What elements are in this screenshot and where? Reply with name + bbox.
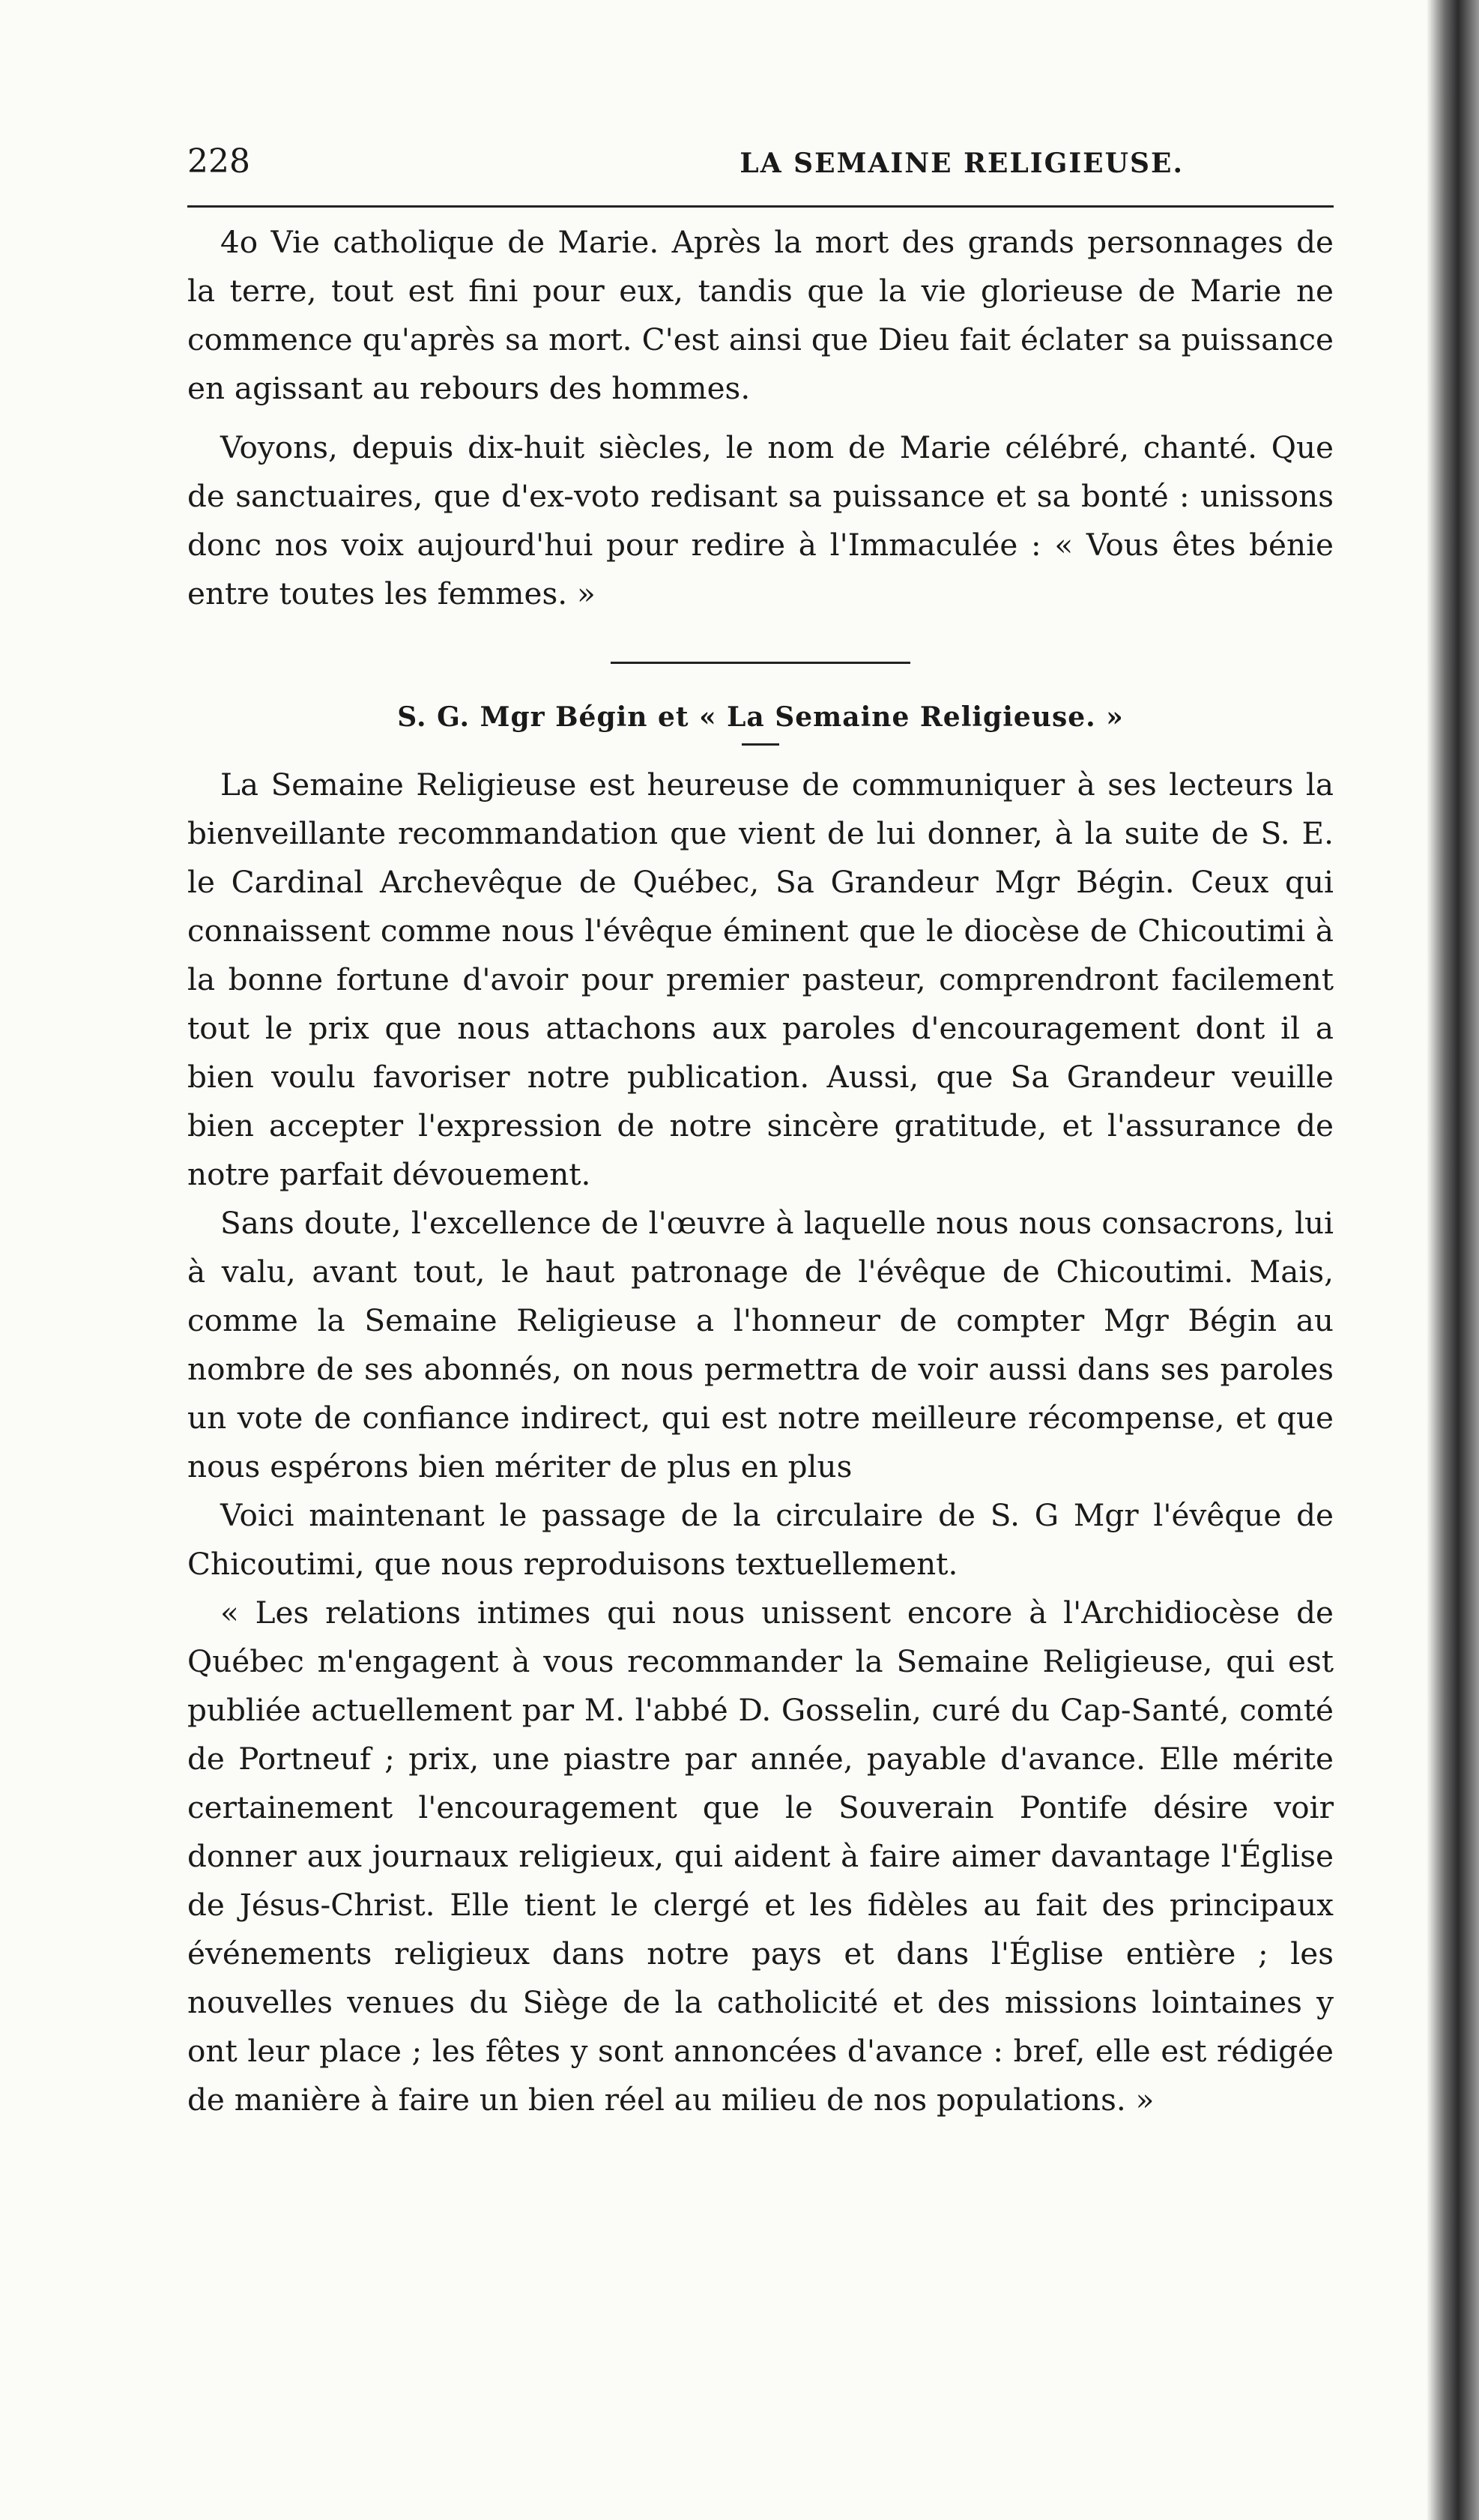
title-underline (742, 743, 779, 746)
page-number: 228 (187, 142, 250, 181)
paragraph: La Semaine Religieuse est heureuse de communiquer à ses lecteurs la bienveillante recommandation que vient de lui donner, à la suite de S. E. le Cardinal Archevêque de Québec, Sa Grandeur Mgr Bégin. Ceux qui connaissent comme nous l'évêque éminent que le diocèse de Chicoutimi à la bonne fortune d'avoir pour premier pasteur, comprendront facilement tout le prix que nous attachons aux paroles d'encouragement dont il a bien voulu favoriser notre publication. Aussi, que Sa Grandeur veuille bien accepter l'expression de notre sincère gratitude, et l'assurance de notre parfait dévouement. (187, 767, 1334, 1192)
book-spine-shadow (1427, 0, 1479, 2520)
quoted-circular: « Les relations intimes qui nous unissent encore à l'Archidiocèse de Québec m'engagent à vous recommander la Semaine Religieuse, qui est publiée actuellement par M. l'abbé D. Gosselin, curé du Cap-Santé, comté de Portneuf ; prix, une piastre par année, payable d'avance. Elle mérite certainement l'encouragement que le Souverain Pontife désire voir donner aux journaux religieux, qui aident à faire aimer davantage l'Église de Jésus-Christ. Elle tient le clergé et les fidèles au fait des principaux événements religieux dans notre pays et dans l'Église entière ; les nouvelles venues du Siège de la catholicité et des missions lointaines y ont leur place ; les fêtes y sont annoncées d'avance : bref, elle est rédigée de manière à faire un bien réel au milieu de nos populations. » (187, 1595, 1334, 2118)
page (187, 142, 1334, 2124)
running-title: LA SEMAINE RELIGIEUSE. (740, 148, 1184, 179)
page-header (187, 142, 1334, 202)
paragraph: Sans doute, l'excellence de l'œuvre à laquelle nous nous consacrons, lui à valu, avant tout, le haut patronage de l'évêque de Chicoutimi. Mais, comme la Semaine Religieuse a l'honneur de compter Mgr Bégin au nombre de ses abonnés, on nous permettra de voir aussi dans ses paroles un vote de confiance indirect, qui est notre meilleure récompense, et que nous espérons bien mériter de plus en plus (187, 1205, 1334, 1484)
paragraph: Voyons, depuis dix-huit siècles, le nom de Marie célébré, chanté. Que de sanctuaires, que d'ex-voto redisant sa puissance et sa bonté : unissons donc nos voix aujourd'hui pour redire à l'Immaculée : « Vous êtes bénie entre toutes les femmes. » (187, 429, 1334, 611)
paragraph: 4o Vie catholique de Marie. Après la mort des grands personnages de la terre, tout est fini pour eux, tandis que la vie glorieuse de Marie ne commence qu'après sa mort. C'est ainsi que Dieu fait éclater sa puissance en agissant au rebours des hommes. (187, 224, 1334, 406)
paragraph: Voici maintenant le passage de la circulaire de S. G Mgr l'évêque de Chicoutimi, que nous reproduisons textuellement. (187, 1497, 1334, 1582)
header-rule (187, 205, 1334, 208)
section-title: S. G. Mgr Bégin et « La Semaine Religieuse. » (397, 701, 1124, 733)
section-divider (611, 662, 910, 664)
